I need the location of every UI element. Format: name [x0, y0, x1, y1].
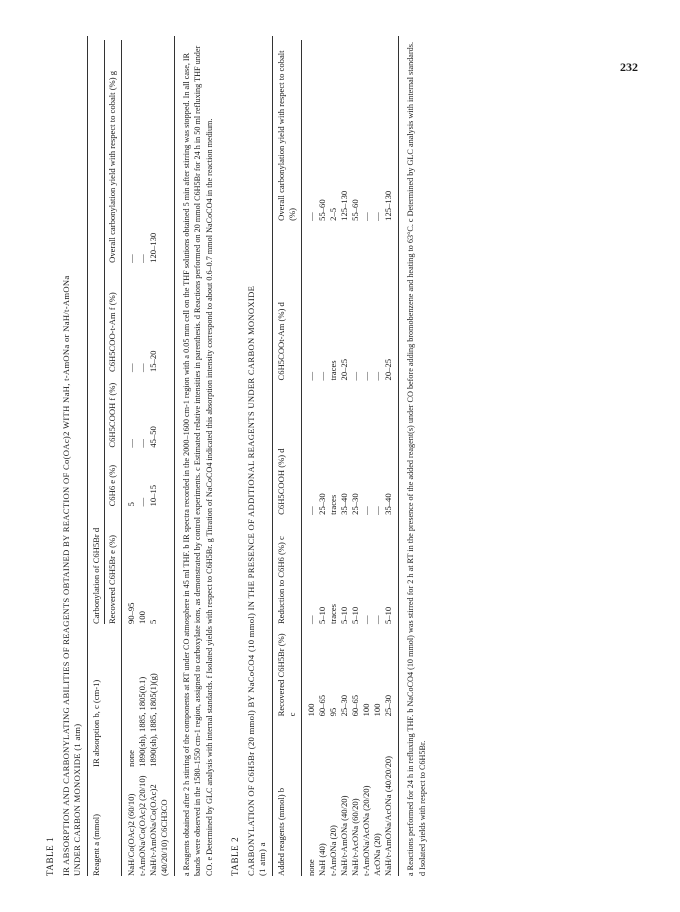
t2-cell-reduction: — [360, 615, 371, 625]
t1-cell-recovered: 90–95 [125, 602, 136, 625]
table2 [273, 36, 394, 876]
t2-cell-recovered: 100 [305, 703, 316, 717]
t2-cell-acid: 35–40 [382, 493, 393, 515]
t2-cell-added: NaH (40) [316, 843, 327, 876]
t1-cell-c6h6: 5 [125, 502, 136, 507]
t2-header-recovered: Recovered C6H5Br (%) c [275, 633, 297, 717]
t2-cell-ester: — [371, 371, 382, 381]
t1-header-yield: Overall carbonylation yield with respect to cobalt (%) g [106, 70, 117, 263]
table-row [306, 36, 317, 876]
t2-cell-yield: — [371, 212, 382, 221]
t1-cell-recovered: 5 [147, 619, 158, 625]
page-number: 232 [620, 60, 638, 74]
table2-caption-line2: (1 atm) a [256, 842, 267, 876]
t2-cell-reduction: 5–10 [316, 606, 327, 625]
t2-cell-yield: 125–130 [338, 190, 349, 221]
t2-cell-ester: — [360, 371, 371, 381]
t2-cell-acid: 25–30 [316, 493, 327, 515]
t2-cell-recovered: 60–65 [349, 694, 360, 717]
table-row [328, 36, 339, 876]
table2-caption-line1: CARBONYLATION OF C6H5Br (20 mmol) BY NaCoCO4 (10 mmol) IN THE PRESENCE OF ADDITIONAL REAGENTS UNDER CARBON MONOXIDE [245, 285, 256, 876]
t2-cell-yield: 55–60 [316, 199, 327, 221]
t2-cell-ester: — [316, 371, 327, 381]
t2-header-added: Added reagents (mmol) b [275, 787, 286, 876]
t2-cell-recovered: 100 [371, 703, 382, 717]
t2-cell-added: t-AmONa (20) [327, 825, 338, 876]
t2-cell-acid: 25–30 [349, 493, 360, 515]
t2-cell-acid: — [360, 506, 371, 515]
t2-cell-added: AcONa (20) [371, 833, 382, 876]
t2-cell-yield: 125–130 [382, 190, 393, 221]
t2-cell-acid: 35–40 [338, 493, 349, 515]
t2-cell-yield: 55–60 [349, 199, 360, 221]
table1-caption-line1: IR ABSORPTION AND CARBONYLATING ABILITIES OF REAGENTS OBTAINED BY REACTION OF Co(OAc)2 WITH NaH, t-AmONa or NaH/t-AmONa [60, 275, 71, 876]
t2-cell-added: NaH/t-AmONa/AcONa (40/20/20) [382, 755, 393, 876]
t2-cell-added: none [305, 859, 316, 876]
table1-label: TABLE 1 [45, 836, 55, 876]
t1-cell-yield: — [136, 254, 147, 263]
t2-cell-ester: — [305, 371, 316, 381]
table-row [350, 36, 361, 876]
t1-cell-reagent: NaH/Co(OAc)2 (60/10) [125, 793, 136, 876]
t1-cell-acid: — [136, 439, 147, 448]
t1-cell-reagent: NaH/t-AmONa/Co(OAc)2 (40/20/10) C6CH3CO [147, 784, 169, 876]
t1-cell-acid: — [125, 439, 136, 448]
t2-cell-added: NaH/t-AcONa (60/20) [349, 798, 360, 876]
t1-cell-yield: — [125, 254, 136, 263]
table2-footnote: a Reactions performed for 24 h in refluxing THF. b NaCoCO4 (10 mmol) was stirred for 2 h at RT in the presence of the added reagent(s) under CO before adding bromobenzene and heating to 63°C. c Determined by GLC analysis with internal standards. d Isolated yields with respect to C6H5Br. [405, 42, 427, 876]
t2-header-acid: C6H5COOH (%) d [275, 448, 286, 515]
table-row [137, 36, 148, 876]
t2-cell-reduction: 5–10 [338, 606, 349, 625]
table1 [88, 36, 170, 876]
t1-cell-ester: — [136, 363, 147, 373]
t2-cell-recovered: 25–30 [338, 694, 349, 717]
table-row [361, 36, 372, 876]
t2-cell-ester: 20–25 [382, 358, 393, 381]
t1-header-reagent: Reagent a (mmol) [90, 813, 101, 876]
rotated-page-content [45, 36, 635, 876]
t1-cell-reagent: t-AmONa/Co(OAc)2 (20/10) [136, 775, 147, 876]
t1-cell-ir: none [125, 750, 136, 767]
t1-cell-acid: 45–50 [147, 426, 158, 448]
table-row [317, 36, 328, 876]
t1-cell-yield: 120–130 [147, 232, 158, 263]
table2-bottom-rule [398, 36, 399, 876]
t1-header-ir: IR absorption b, c (cm-1) [90, 679, 101, 767]
t2-cell-recovered: 60–65 [316, 694, 327, 717]
t1-header-recovered: Recovered C6H5Br e (%) [106, 535, 117, 625]
t2-cell-acid: — [305, 506, 316, 515]
t2-cell-added: NaH/t-AmONa (40/20) [338, 795, 349, 876]
t1-cell-recovered: 100 [136, 611, 147, 625]
t2-cell-ester: traces [327, 360, 338, 381]
t2-cell-recovered: 95 [327, 707, 338, 717]
t1-cell-ester: 15–20 [147, 350, 158, 373]
t2-header-reduction: Reduction to C6H6 (%) c [275, 536, 286, 625]
table-row [383, 36, 394, 876]
t1-header-group: Carbonylation of C6H5Br d [90, 527, 101, 625]
t2-cell-reduction: — [305, 615, 316, 625]
t2-cell-ester: — [349, 371, 360, 381]
t2-cell-yield: — [305, 212, 316, 221]
t1-header-acid: C6H5COOH f (%) [106, 382, 117, 448]
t1-header-ester: C6H5COO-t-Am f (%) [106, 292, 117, 373]
t2-cell-reduction: 5–10 [382, 606, 393, 625]
t2-cell-added: t-AmONa/AcONa (20/20) [360, 785, 371, 876]
table2-label: TABLE 2 [230, 836, 241, 876]
t2-cell-yield: — [360, 212, 371, 221]
t1-cell-ester: — [125, 363, 136, 373]
t2-cell-acid: traces [327, 494, 338, 515]
t2-cell-reduction: — [371, 615, 382, 625]
t2-cell-recovered: 100 [360, 703, 371, 717]
t2-cell-recovered: 25–30 [382, 694, 393, 717]
table-row [148, 36, 170, 876]
t2-cell-reduction: 5–10 [349, 606, 360, 625]
t2-cell-reduction: traces [327, 603, 338, 625]
t1-cell-ir: 1890(sh), 1885, 1805(1)(g) [147, 673, 158, 767]
t1-cell-c6h6: — [136, 497, 147, 507]
t1-cell-c6h6: 10–15 [147, 484, 158, 507]
table1-caption-line2: UNDER CARBON MONOXIDE (1 atm) [71, 723, 82, 876]
t2-cell-ester: 20–25 [338, 358, 349, 381]
table1-footnote: a Reagents obtained after 2 h stirring of the components at RT under CO atmosphere in 45 ml THF. b IR spectra recorded in the 2000–1600 cm-1 region with a 0.05 mm cell on the THF solutions obtained 5 min after stirring was stopped. In all case, IR bands were observed in the 1580–1550 cm-1 region, assigned to carboxylate ions, as demonstrated by control experiments. c Estimated relative intensities in parenthesis. d Reactions performed on 20 mmol C6H5Br for 24 h in 50 ml refluxing THF under CO. e Determined by GLC analysis with internal standards. f Isolated yields with respect to C6H5Br. g Titration of NaCoCO4 indicated this absorption intensity correspond to about 0.6–0.7 mmol NaCoCO4 in the reaction medium. [181, 45, 215, 876]
t2-cell-yield: 2–5 [327, 207, 338, 221]
t1-header-c6h6: C6H6 e (%) [106, 464, 117, 507]
table-row [339, 36, 350, 876]
table-row [126, 36, 137, 876]
t1-cell-ir: 1890(sh), 1885, 1805(0.1) [136, 676, 147, 767]
t2-cell-acid: — [371, 506, 382, 515]
table1-bottom-rule [174, 36, 175, 876]
t2-header-ester: C6H5COOt-Am (%) d [275, 302, 286, 381]
table-row [372, 36, 383, 876]
t2-header-yield: Overall carbonylation yield with respect to cobalt (%) [275, 50, 297, 221]
